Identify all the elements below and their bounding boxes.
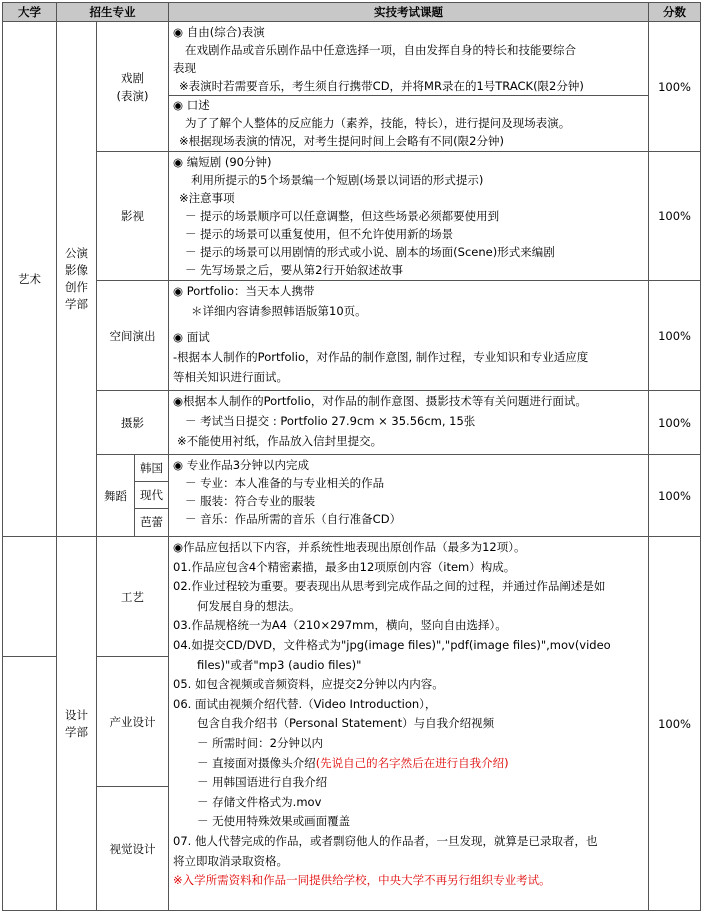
dance-type: 韩国 <box>135 455 168 482</box>
dance-score: 100% <box>649 455 701 537</box>
university-cell: 艺术 <box>3 22 57 537</box>
space-content <box>169 281 649 391</box>
table-row <box>3 281 701 391</box>
text-line: 02.作业过程较为重要。要表现出从思考到完成作品之间的过程，并通过作品阐述是如 <box>173 579 606 594</box>
drama-item-1: ◉ 自由(综合)表演 <box>173 25 265 39</box>
text-line: 04.如提交CD/DVD，文件格式为"jpg(image files)","pdf(image files)",mov(video <box>173 637 611 652</box>
text-line: 表现 <box>173 61 197 75</box>
drama-content <box>169 22 649 152</box>
text-line: ※注意事项 <box>179 191 235 205</box>
text-line <box>173 754 644 774</box>
space-score: 100% <box>649 281 701 391</box>
text-line: － 服装：符合专业的服装 <box>185 494 316 508</box>
major-film: 影视 <box>97 152 169 281</box>
text-line: 在戏剧作品或音乐剧作品中任意选择一项，自由发挥自身的特长和技能要综合 <box>185 43 577 57</box>
text-line: 06. 面试由视频介绍代替.（Video Introduction）， <box>173 696 437 711</box>
text-line: － 提示的场景可以用剧情的形式或小说、剧本的场面(Scene)形式来编剧 <box>185 245 555 259</box>
university-cont <box>3 657 57 787</box>
text-line: ※不能使用衬纸，作品放入信封里提交。 <box>177 434 383 448</box>
text-line: － 所需时间：2分钟以内 <box>197 735 324 750</box>
text-segment: － 直接面对摄像头介绍 <box>197 755 316 770</box>
table-row <box>3 537 701 657</box>
text-line: 将立即取消录取资格。 <box>173 853 289 868</box>
photo-score: 100% <box>649 391 701 455</box>
text-line: － 先写场景之后，要从第2行开始叙述故事 <box>185 263 404 277</box>
text-line: ◉ 面试 <box>173 330 210 344</box>
text-line: files)"或者"mp3 (audio files)" <box>197 657 362 672</box>
drama-item-2: ◉ 口述 <box>173 98 210 112</box>
film-content <box>169 152 649 281</box>
major-space: 空间演出 <box>97 281 169 391</box>
major-drama-label: 戏剧 (表演) <box>116 70 149 103</box>
major-visual: 视觉设计 <box>97 787 169 911</box>
text-line: 01.作品应包含4个精密素描，最多由12项原创内容（item）构成。 <box>173 559 516 574</box>
text-line: － 音乐：作品所需的音乐（自行准备CD） <box>185 512 402 526</box>
text-line: ◉ 专业作品3分钟以内完成 <box>173 458 310 472</box>
header-exam: 实技考试课题 <box>169 3 649 22</box>
text-line: ※根据现场表演的情况，对考生提问时间上会略有不同(限2分钟) <box>179 134 504 148</box>
film-score: 100% <box>649 152 701 281</box>
text-line: － 用韩国语进行自我介绍 <box>197 775 328 790</box>
header-score: 分数 <box>649 3 701 22</box>
text-line: ◉根据本人制作的Portfolio，对作品的制作意图、摄影技术等有关问题进行面试。 <box>173 394 587 408</box>
text-line: － 提示的场景可以重复使用，但不允许使用新的场景 <box>185 227 454 241</box>
dept-performing <box>57 22 97 537</box>
major-drama <box>97 22 169 152</box>
university-cont <box>3 787 57 911</box>
dept-design-label: 设计学部 <box>65 707 88 739</box>
text-line: 包含自我介绍书（Personal Statement）与自我介绍视频 <box>197 716 495 731</box>
text-line: ◉ 编短剧 (90分钟) <box>173 155 272 169</box>
exam-table <box>2 2 701 911</box>
design-score: 100% <box>649 537 701 911</box>
table-row <box>3 455 701 537</box>
text-line: － 考试当日提交 : Portfolio 27.9cm × 35.56cm, 15张 <box>185 414 476 428</box>
drama-score: 100% <box>649 22 701 152</box>
warning-text: (先说自己的名字然后在进行自我介绍) <box>315 755 509 770</box>
dance-types <box>135 455 169 537</box>
major-dance: 舞蹈 <box>97 455 135 537</box>
text-line: ※表演时若需要音乐，考生须自行携带CD，并将MR录在的1号TRACK(限2分钟) <box>179 79 584 93</box>
dance-type: 芭蕾 <box>140 515 164 529</box>
table-row <box>3 22 701 152</box>
text-line: 07. 他人代替完成的作品，或者剽窃他人的作品者，一旦发现，就算是已录取者，也 <box>173 833 598 848</box>
text-line: 等相关知识进行面试。 <box>173 370 289 384</box>
header-university: 大学 <box>3 3 57 22</box>
text-line: ◉作品应包括以下内容，并系统性地表现出原创作品（最多为12项）。 <box>173 540 526 554</box>
text-line: － 存储文件格式为.mov <box>197 794 322 809</box>
text-line: 为了了解个人整体的反应能力（素养，技能，特长），进行提问及现场表演。 <box>185 116 571 130</box>
warning-text: ※入学所需资料和作品一同提供给学校，中央大学不再另行组织专业考试。 <box>173 873 551 888</box>
text-line: － 无使用特殊效果或画面覆盖 <box>197 814 351 829</box>
dance-type: 现代 <box>135 482 168 509</box>
table-header-row <box>3 3 701 22</box>
text-line: 03.作品规格统一为A4（210×297mm，横向，竖向自由选择）。 <box>173 618 507 633</box>
text-line: 利用所提示的5个场景编一个短剧(场景以词语的形式提示) <box>191 173 484 187</box>
dance-content <box>169 455 649 537</box>
drama-block-2 <box>169 95 648 150</box>
dept-performing-label: 公演影像创作学部 <box>65 246 88 311</box>
photo-content <box>169 391 649 455</box>
text-line: -根据本人制作的Portfolio，对作品的制作意图, 制作过程，专业知识和专业适应度 <box>173 350 589 364</box>
table-row <box>3 152 701 281</box>
table-row <box>3 391 701 455</box>
text-line: 何发展自身的想法。 <box>197 598 301 613</box>
text-line: － 专业：本人准备的与专业相关的作品 <box>185 476 385 490</box>
text-line: － 提示的场景顺序可以任意调整，但这些场景必须都要使用到 <box>185 209 500 223</box>
dept-design <box>57 537 97 911</box>
text-line: ◉ Portfolio：当天本人携带 <box>173 284 315 298</box>
major-craft: 工艺 <box>97 537 169 657</box>
text-line: 05. 如包含视频或音频资料，应提交2分钟以内内容。 <box>173 677 444 692</box>
major-photo: 摄影 <box>97 391 169 455</box>
text-line: ＊详细内容请参照韩语版第10页。 <box>191 304 367 318</box>
major-industrial: 产业设计 <box>97 657 169 787</box>
university-cont <box>3 537 57 657</box>
header-major: 招生专业 <box>57 3 169 22</box>
design-content <box>169 537 649 911</box>
